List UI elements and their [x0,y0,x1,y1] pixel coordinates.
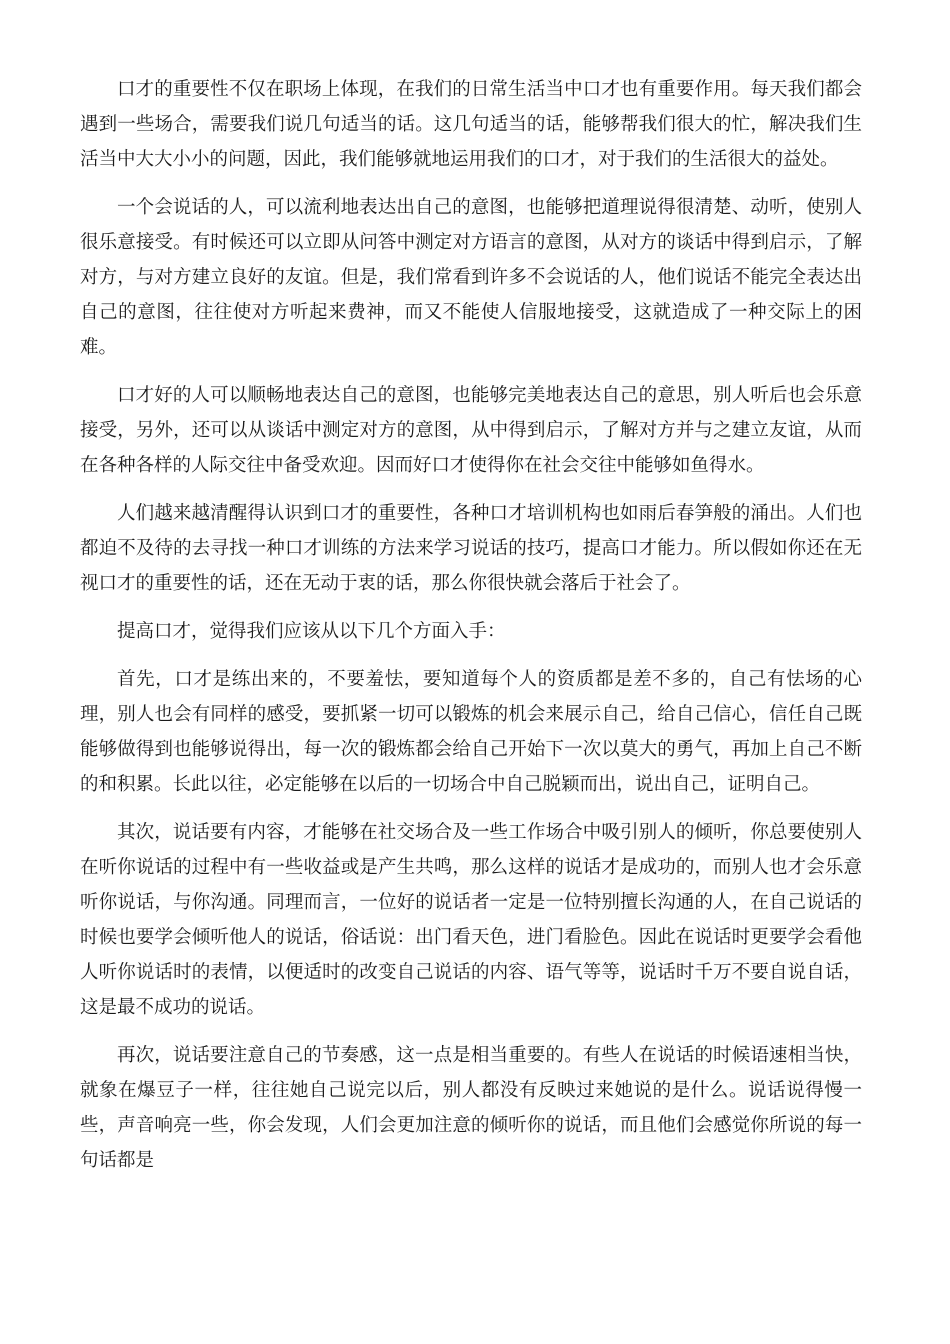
paragraph-6: 首先，口才是练出来的，不要羞怯，要知道每个人的资质都是差不多的，自己有怯场的心理，别人也会有同样的感受，要抓紧一切可以锻炼的机会来展示自己，给自己信心，信任自己既能够做得到也能够说得出，每一次的锻炼都会给自己开始下一次以莫大的勇气，再加上自己不断的和积累。长此以往，必定能够在以后的一切场合中自己脱颖而出，说出自己，证明自己。 [80,669,862,795]
paragraph-2: 一个会说话的人，可以流利地表达出自己的意图，也能够把道理说得很清楚、动听，使别人很乐意接受。有时候还可以立即从问答中测定对方语言的意图，从对方的谈话中得到启示，了解对方，与对方建立良好的友谊。但是，我们常看到许多不会说话的人，他们说话不能完全表达出自己的意图，往往使对方听起来费神，而又不能使人信服地接受，这就造成了一种交际上的困难。 [80,197,862,358]
document-body [80,72,862,1191]
paragraph-7: 其次，说话要有内容，才能够在社交场合及一些工作场合中吸引别人的倾听，你总要使别人在听你说话的过程中有一些收益或是产生共鸣，那么这样的说话才是成功的，而别人也才会乐意听你说话，与你沟通。同理而言，一位好的说话者一定是一位特别擅长沟通的人，在自己说话的时候也要学会倾听他人的说话，俗话说：出门看天色，进门看脸色。因此在说话时更要学会看他人听你说话时的表情，以便适时的改变自己说话的内容、语气等等，说话时千万不要自说自话，这是最不成功的说话。 [80,822,862,1018]
paragraph-1: 口才的重要性不仅在职场上体现，在我们的日常生活当中口才也有重要作用。每天我们都会遇到一些场合，需要我们说几句适当的话。这几句适当的话，能够帮我们很大的忙，解决我们生活当中大大小小的问题，因此，我们能够就地运用我们的口才，对于我们的生活很大的益处。 [80,79,862,170]
paragraph-8: 再次，说话要注意自己的节奏感，这一点是相当重要的。有些人在说话的时候语速相当快，就象在爆豆子一样，往往她自己说完以后，别人都没有反映过来她说的是什么。说话说得慢一些，声音响亮一些，你会发现，人们会更加注意的倾听你的说话，而且他们会感觉你所说的每一句话都是 [80,1045,862,1171]
paragraph-3: 口才好的人可以顺畅地表达自己的意图，也能够完美地表达自己的意思，别人听后也会乐意接受，另外，还可以从谈话中测定对方的意图，从中得到启示，了解对方并与之建立友谊，从而在各种各样的人际交往中备受欢迎。因而好口才使得你在社会交往中能够如鱼得水。 [80,385,862,476]
paragraph-5: 提高口才，觉得我们应该从以下几个方面入手： [117,621,506,642]
paragraph-4: 人们越来越清醒得认识到口才的重要性，各种口才培训机构也如雨后春笋般的涌出。人们也都迫不及待的去寻找一种口才训练的方法来学习说话的技巧，提高口才能力。所以假如你还在无视口才的重要性的话，还在无动于衷的话，那么你很快就会落后于社会了。 [80,503,862,594]
